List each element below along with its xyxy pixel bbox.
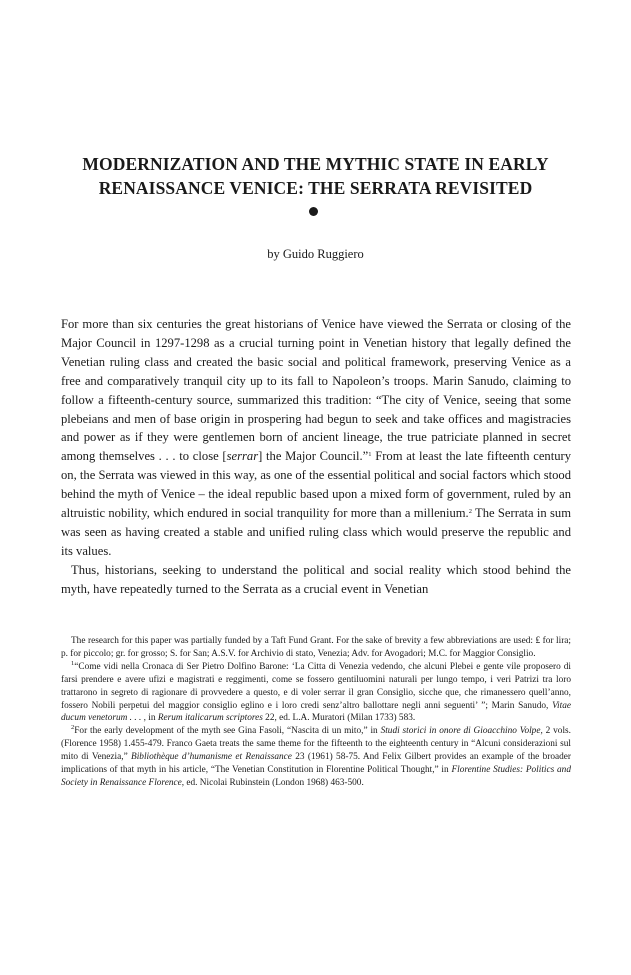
footnote-ref-1[interactable]: 1 (368, 451, 372, 459)
footnote-italic-run: Rerum italicarum scriptores (157, 713, 263, 724)
author-byline: by Guido Ruggiero (267, 247, 364, 261)
footnote-1 (61, 661, 571, 726)
footnote-2 (61, 725, 571, 790)
footnote-number: 2 (71, 724, 75, 732)
footnote-ref-2[interactable]: 2 (468, 508, 472, 516)
footnote-text-run: For the early development of the myth see Gina Fasoli, “Nascita di un mito,” in (74, 726, 381, 737)
article-title-line-1: MODERNIZATION AND THE MYTHIC STATE IN EARLY (82, 154, 549, 174)
body-text-run: ] the Major Council.” (258, 449, 369, 464)
footnote-italic-run: Florentine Studies: Politics and Society in Renaissance Florence, (61, 765, 571, 788)
footnote-text-run: 23 (1961) 58-75. And Felix Gilbert provides an example of the broader implications of that myth in his article, “The Venetian Constitution in Florentine Political Thought,” in (61, 752, 571, 776)
acknowledgement-note: The research for this paper was partially funded by a Taft Fund Grant. For the sake of brevity a few abbreviations are used: ₤ for lira; p. for piccolo; gr. for grosso; S. for San; A.S.V. for Archivio di stato, Venezia; Adv. for Avogadori; M.C. for Maggior Consiglio. (61, 636, 571, 659)
footnote-text-run: in (145, 713, 158, 724)
body-text-run: From at least the late fifteenth century on, the Serrata was viewed in this way, as one of the essential political and social factors which stood behind the myth of Venice – the ideal republic based upon a mixed form of government, ruled by an altruistic nobility, which endured in social tranquility for more than a millenium. (61, 449, 571, 521)
footnote-italic-run: Vitae ducum venetorum . . . , (61, 700, 571, 724)
footnote-text-run: ed. Nicolai Rubinstein (London 1968) 463-500. (184, 777, 364, 788)
body-italic-term: serrar (226, 449, 259, 464)
footnote-text-run: 2 vols. (Florence 1958) 1.455-479. Franco Gaeta treats the same theme for the fifteenth to the eighteenth century in “Alcuni considerazioni sul mito di Venezia,” (61, 726, 571, 763)
section-ornament-dot (309, 207, 318, 216)
body-text-run: The Serrata in sum was seen as having created a stable and unified ruling class which would preserve the republic and its values. (61, 506, 571, 558)
article-body (61, 315, 571, 599)
article-title-line-2: RENAISSANCE VENICE: THE SERRATA REVISITED (98, 178, 533, 198)
body-text-run: For more than six centuries the great historians of Venice have viewed the Serrata or closing of the Major Council in 1297-1298 as a crucial turning point in Venetian history that legally defined the Venetian ruling class and created the basic social and political framework, preserving Venice as a free and comparatively tranquil city up to its fall to Napoleon’s troops. Marin Sanudo, claiming to follow a fifteenth-century source, summarized this tradition: “The city of Venice, seeing that some plebeians and men of base origin in prospering had begun to seek and take offices and magistracies and power as if they were gentlemen born of ancient lineage, the true patriciate planned in secret among themselves . . . to close [ (61, 317, 571, 464)
article-title (40, 152, 591, 200)
footnote-italic-run: Studi storici in onore di Gioacchino Volpe, (380, 726, 543, 737)
footnote-number: 1 (71, 659, 75, 667)
footnote-text-run: 22, ed. L.A. Muratori (Milan 1733) 583. (262, 713, 416, 724)
footnotes (61, 635, 571, 790)
footnote-text-run: “Come vidi nella Cronaca di Ser Pietro Dolfino Barone: ‘La Citta di Venezia vedendo, che alcuni Plebei e gente vile proposero di farsi prendere e avere ufizi e magistrati e reggimenti, come se fossero gentiluomini naturali per lungo tempo, i veri Patrizi tra loro trattarono in segreto di ragionare di provvedere a questo, e di voler serrar il gran Consiglio, sicche que, che rimanessero quell’anno, fossero Nobili perpetui del maggior consiglio eglino e i loro credi senz’altro ballottare negli anni seguenti’ ”; Marin Sanudo, (61, 661, 571, 711)
footnote-italic-run: Bibliothèque d’humanisme et Renaissance (131, 752, 292, 763)
body-paragraph-1 (61, 315, 571, 561)
body-paragraph-2: Thus, historians, seeking to understand the political and social reality which stood behind the myth, have repeatedly turned to the Serrata as a crucial event in Venetian (61, 562, 571, 596)
